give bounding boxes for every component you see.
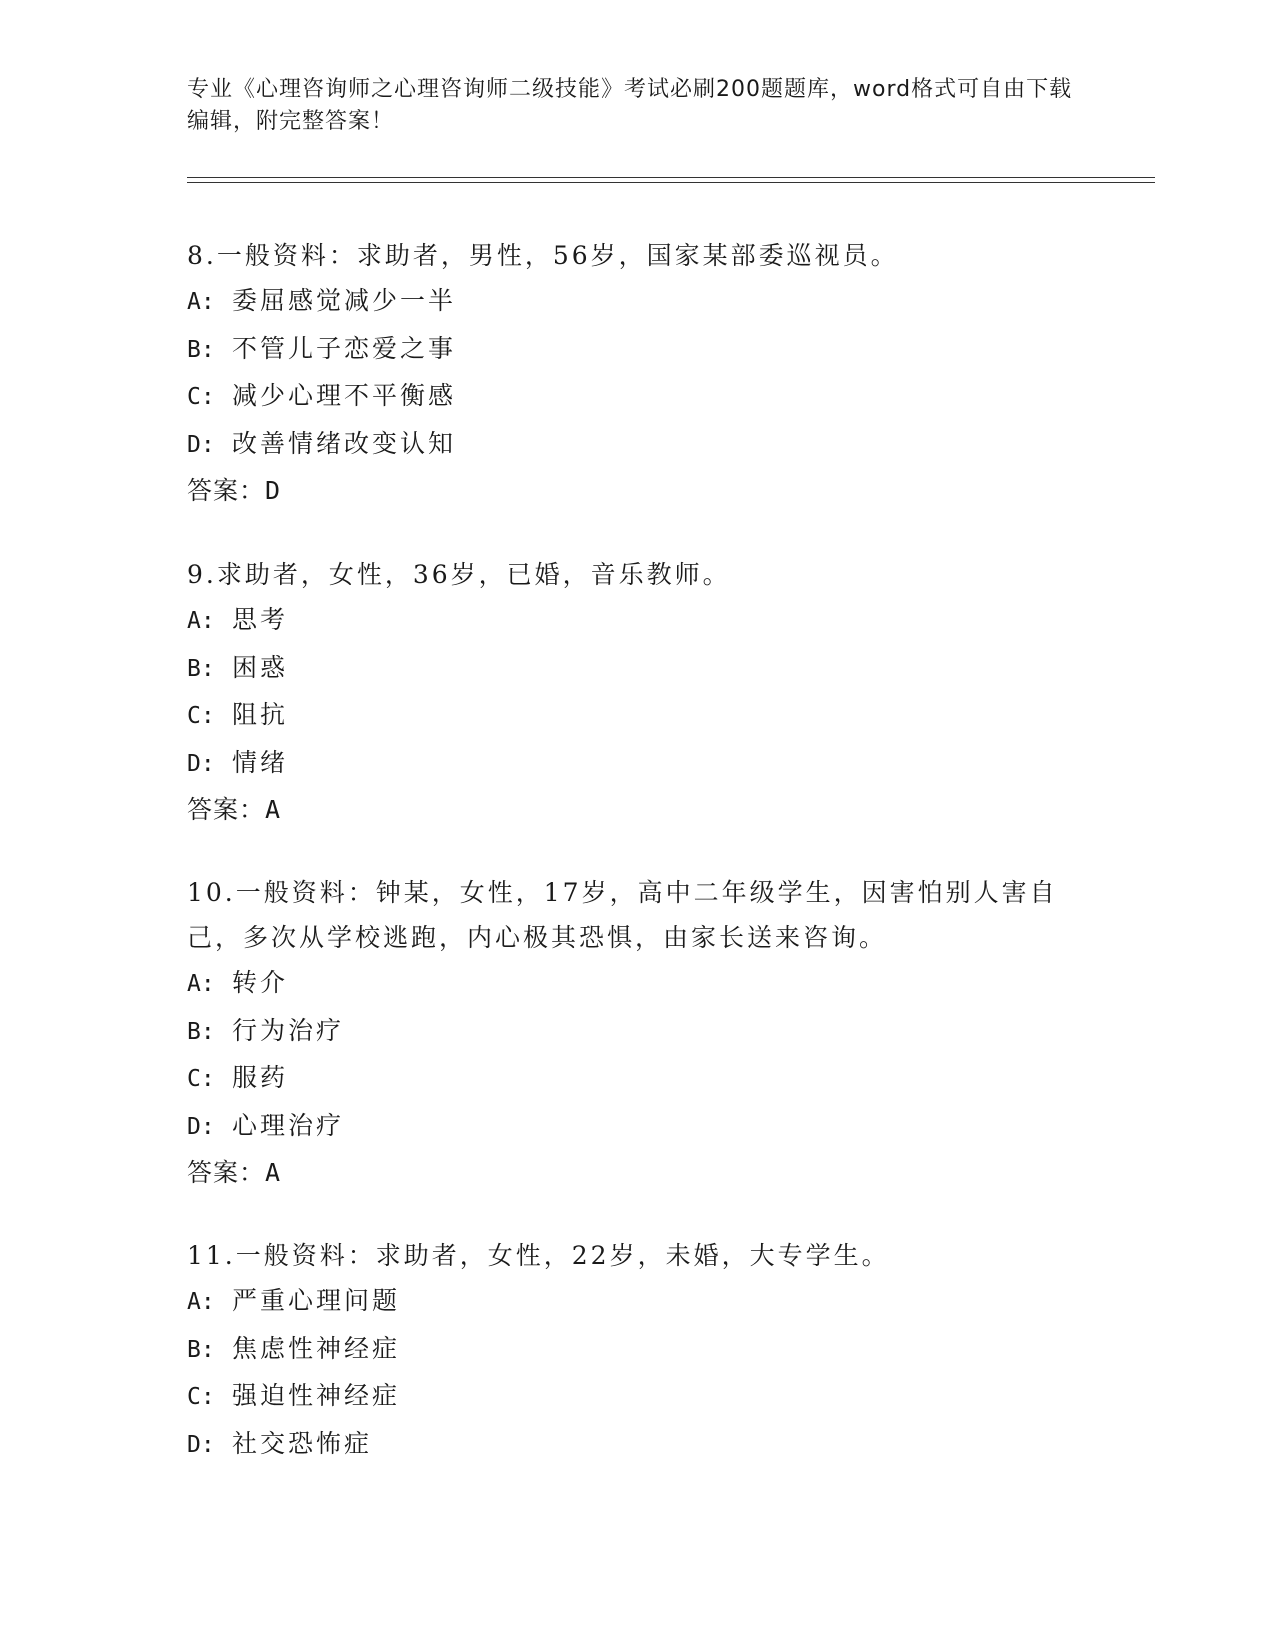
option-a (187, 278, 1087, 326)
question-stem (187, 870, 1087, 960)
answer-label: 答案： (187, 476, 266, 505)
document-header: 专业《心理咨询师之心理咨询师二级技能》考试必刷200题题库，word格式可自由下载编辑，附完整答案！ (187, 77, 1073, 134)
question-text: 一般资料：求助者，女性，22岁，未婚，大专学生。 (235, 1241, 890, 1270)
question-text: 一般资料：求助者，男性，56岁，国家某部委巡视员。 (216, 241, 899, 270)
question-stem (187, 552, 1087, 597)
answer-label: 答案： (187, 1158, 266, 1187)
option-text: 思考 (232, 605, 289, 634)
option-letter: C: (187, 1066, 215, 1092)
option-letter: A: (187, 1289, 215, 1315)
option-text: 心理治疗 (232, 1110, 345, 1140)
option-a (187, 1278, 1087, 1326)
option-letter: C: (187, 703, 215, 729)
option-text: 社交恐怖症 (232, 1428, 373, 1458)
option-a (187, 597, 1087, 645)
answer-value: A (265, 1158, 282, 1187)
option-text: 严重心理问题 (232, 1286, 401, 1315)
option-letter: D: (187, 431, 215, 458)
option-text: 服药 (232, 1063, 289, 1092)
option-letter: C: (187, 384, 215, 410)
option-c (187, 373, 1087, 421)
option-text: 委屈感觉减少一半 (232, 286, 457, 315)
question-10 (187, 870, 1087, 1195)
header-divider-bottom (187, 182, 1155, 183)
option-text: 焦虑性神经症 (232, 1333, 401, 1363)
question-number: 10. (187, 878, 236, 907)
option-text: 困惑 (232, 652, 289, 682)
question-9 (187, 552, 1087, 832)
answer-value: A (265, 795, 282, 824)
question-8 (187, 233, 1087, 513)
question-number: 11. (187, 1241, 236, 1270)
option-c (187, 1055, 1087, 1103)
option-d (187, 740, 1087, 788)
answer-value: D (265, 476, 282, 505)
option-letter: B: (187, 336, 215, 363)
question-text: 求助者，女性，36岁，已婚，音乐教师。 (216, 560, 731, 589)
option-c (187, 692, 1087, 740)
option-b (187, 645, 1087, 693)
option-text: 行为治疗 (232, 1015, 345, 1045)
option-text: 阻抗 (232, 700, 289, 729)
question-number: 8. (187, 241, 217, 270)
option-a (187, 960, 1087, 1008)
question-11 (187, 1233, 1087, 1468)
option-b (187, 1008, 1087, 1056)
question-stem (187, 233, 1087, 278)
option-text: 不管儿子恋爱之事 (232, 333, 457, 363)
option-letter: A: (187, 971, 215, 997)
option-d (187, 1421, 1087, 1469)
option-letter: D: (187, 1431, 215, 1458)
question-number: 9. (187, 560, 217, 589)
option-letter: B: (187, 655, 215, 682)
option-b (187, 1326, 1087, 1374)
option-letter: D: (187, 750, 215, 777)
header-divider-top (187, 177, 1155, 178)
option-b (187, 326, 1087, 374)
option-text: 减少心理不平衡感 (232, 381, 457, 410)
option-letter: D: (187, 1113, 215, 1140)
answer-line (187, 468, 1087, 513)
question-stem (187, 1233, 1087, 1278)
option-text: 转介 (232, 968, 289, 997)
option-text: 情绪 (232, 747, 289, 777)
option-letter: B: (187, 1336, 215, 1363)
option-c (187, 1373, 1087, 1421)
option-letter: B: (187, 1018, 215, 1045)
answer-line (187, 787, 1087, 832)
option-letter: A: (187, 608, 215, 634)
answer-line (187, 1150, 1087, 1195)
option-text: 强迫性神经症 (232, 1381, 401, 1410)
option-letter: A: (187, 289, 215, 315)
option-letter: C: (187, 1384, 215, 1410)
option-text: 改善情绪改变认知 (232, 428, 457, 458)
option-d (187, 1103, 1087, 1151)
question-text: 一般资料：钟某，女性，17岁，高中二年级学生，因害怕别人害自己，多次从学校逃跑，内心极其恐惧，由家长送来咨询。 (187, 878, 1058, 952)
option-d (187, 421, 1087, 469)
answer-label: 答案： (187, 795, 266, 824)
